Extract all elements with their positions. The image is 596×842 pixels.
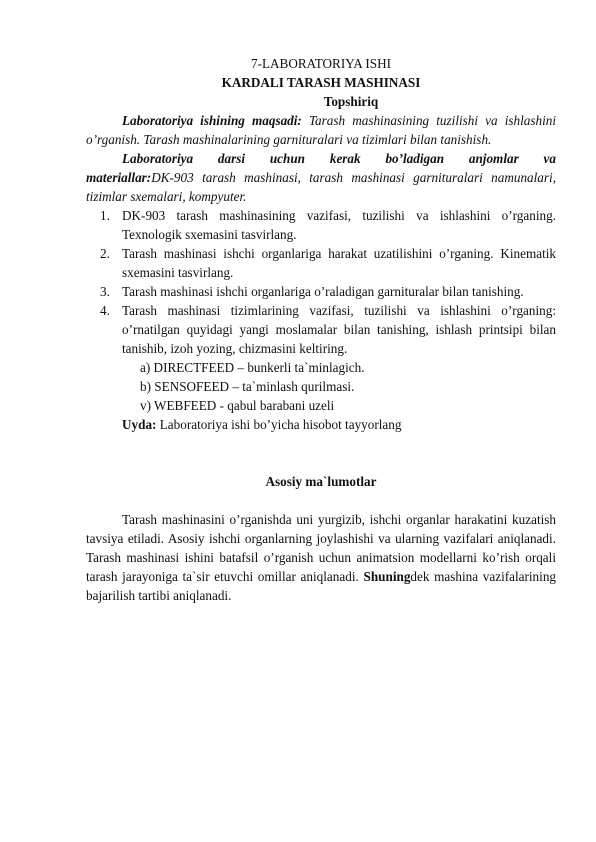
purpose-text: Tarash mashinasining tuzilishi va ishlashini o’rganish. Tarash mashinalarining garnituralari va tizimlari bilan tanishish.	[86, 113, 556, 147]
task-number: 4.	[100, 303, 110, 318]
materials-label-end: materiallar:	[86, 170, 152, 185]
materials-word: anjomlar	[468, 151, 519, 166]
section-title: Asosiy ma`lumotlar	[265, 474, 377, 489]
homework-text: Laboratoriya ishi bo’yicha hisobot tayyorlang	[156, 417, 402, 432]
paragraph-bold: Shuning	[363, 569, 411, 584]
purpose-label: Laboratoriya ishining maqsadi:	[122, 113, 302, 128]
subitem: b) SENSOFEED – ta`minlash qurilmasi.	[140, 379, 355, 394]
materials-word: uchun	[269, 151, 306, 166]
task-text: Tarash mashinasi tizimlarining vazifasi, tuzilishi va ishlashini o’rganing: o’rnatilgan quyidagi yangi moslamalar bilan tanishing, ishlash printsipi bilan tanishib, izoh yozing, chizmasini keltiring.	[122, 303, 556, 356]
subitem: v) WEBFEED - qabul barabani uzeli	[140, 398, 335, 413]
homework-label: Uyda:	[122, 417, 157, 432]
list-item	[86, 244, 556, 282]
homework-line	[86, 415, 556, 434]
task-list	[86, 206, 556, 358]
list-item	[86, 206, 556, 244]
task-number: 3.	[100, 284, 110, 299]
materials-word: va	[543, 151, 556, 166]
task-text: Tarash mashinasi ishchi organlariga harakat uzatilishini o’rganing. Kinematik sxemasini tasvirlang.	[122, 246, 556, 280]
task-heading: Topshiriq	[323, 94, 379, 109]
materials-text: DK-903 tarash mashinasi, tarash mashinasi garnituralari namunalari, tizimlar sxemalari, kompyuter.	[86, 170, 556, 204]
task-text: Tarash mashinasi ishchi organlariga o’raladigan garnituralar bilan tanishing.	[122, 284, 524, 299]
subitem: a) DIRECTFEED – bunkerli ta`minlagich.	[140, 360, 365, 375]
spacer	[86, 491, 556, 510]
materials-word: bo’ladigan	[385, 151, 445, 166]
task-number: 2.	[100, 246, 110, 261]
list-item	[86, 301, 556, 358]
lab-title: KARDALI TARASH MASHINASI	[221, 75, 421, 90]
lab-number: 7-LABORATORIYA ISHI	[250, 56, 392, 71]
list-item	[86, 282, 556, 301]
section-paragraph	[86, 510, 556, 605]
document-page	[86, 54, 556, 605]
materials-word: Laboratoriya	[122, 151, 194, 166]
materials-word: darsi	[217, 151, 246, 166]
task-number: 1.	[100, 208, 110, 223]
paragraph-end: dek mashina vazifalarining bajarilish tartibi aniqlanadi.	[86, 569, 557, 603]
paragraph-main: Tarash mashinasini o’rganishda uni yurgizib, ishchi organlar harakatini kuzatish tavsiya etiladi. Asosiy ishchi organlarning joylashishi va ularning vazifalari aniqlanadi. Tarash mashinasi ishini batafsil o’rganish uchun animatsion modellarni ko’rish orqali tarash jarayoniga ta`sir etuvchi omillar aniqlanadi.	[86, 512, 556, 584]
materials-label-line	[86, 149, 556, 168]
materials-word: kerak	[329, 151, 361, 166]
task-text: DK-903 tarash mashinasining vazifasi, tuzilishi va ishlashini o’rganing. Texnologik sxemasini tasvirlang.	[122, 208, 556, 242]
materials-paragraph	[86, 168, 556, 206]
purpose-paragraph	[86, 111, 556, 149]
